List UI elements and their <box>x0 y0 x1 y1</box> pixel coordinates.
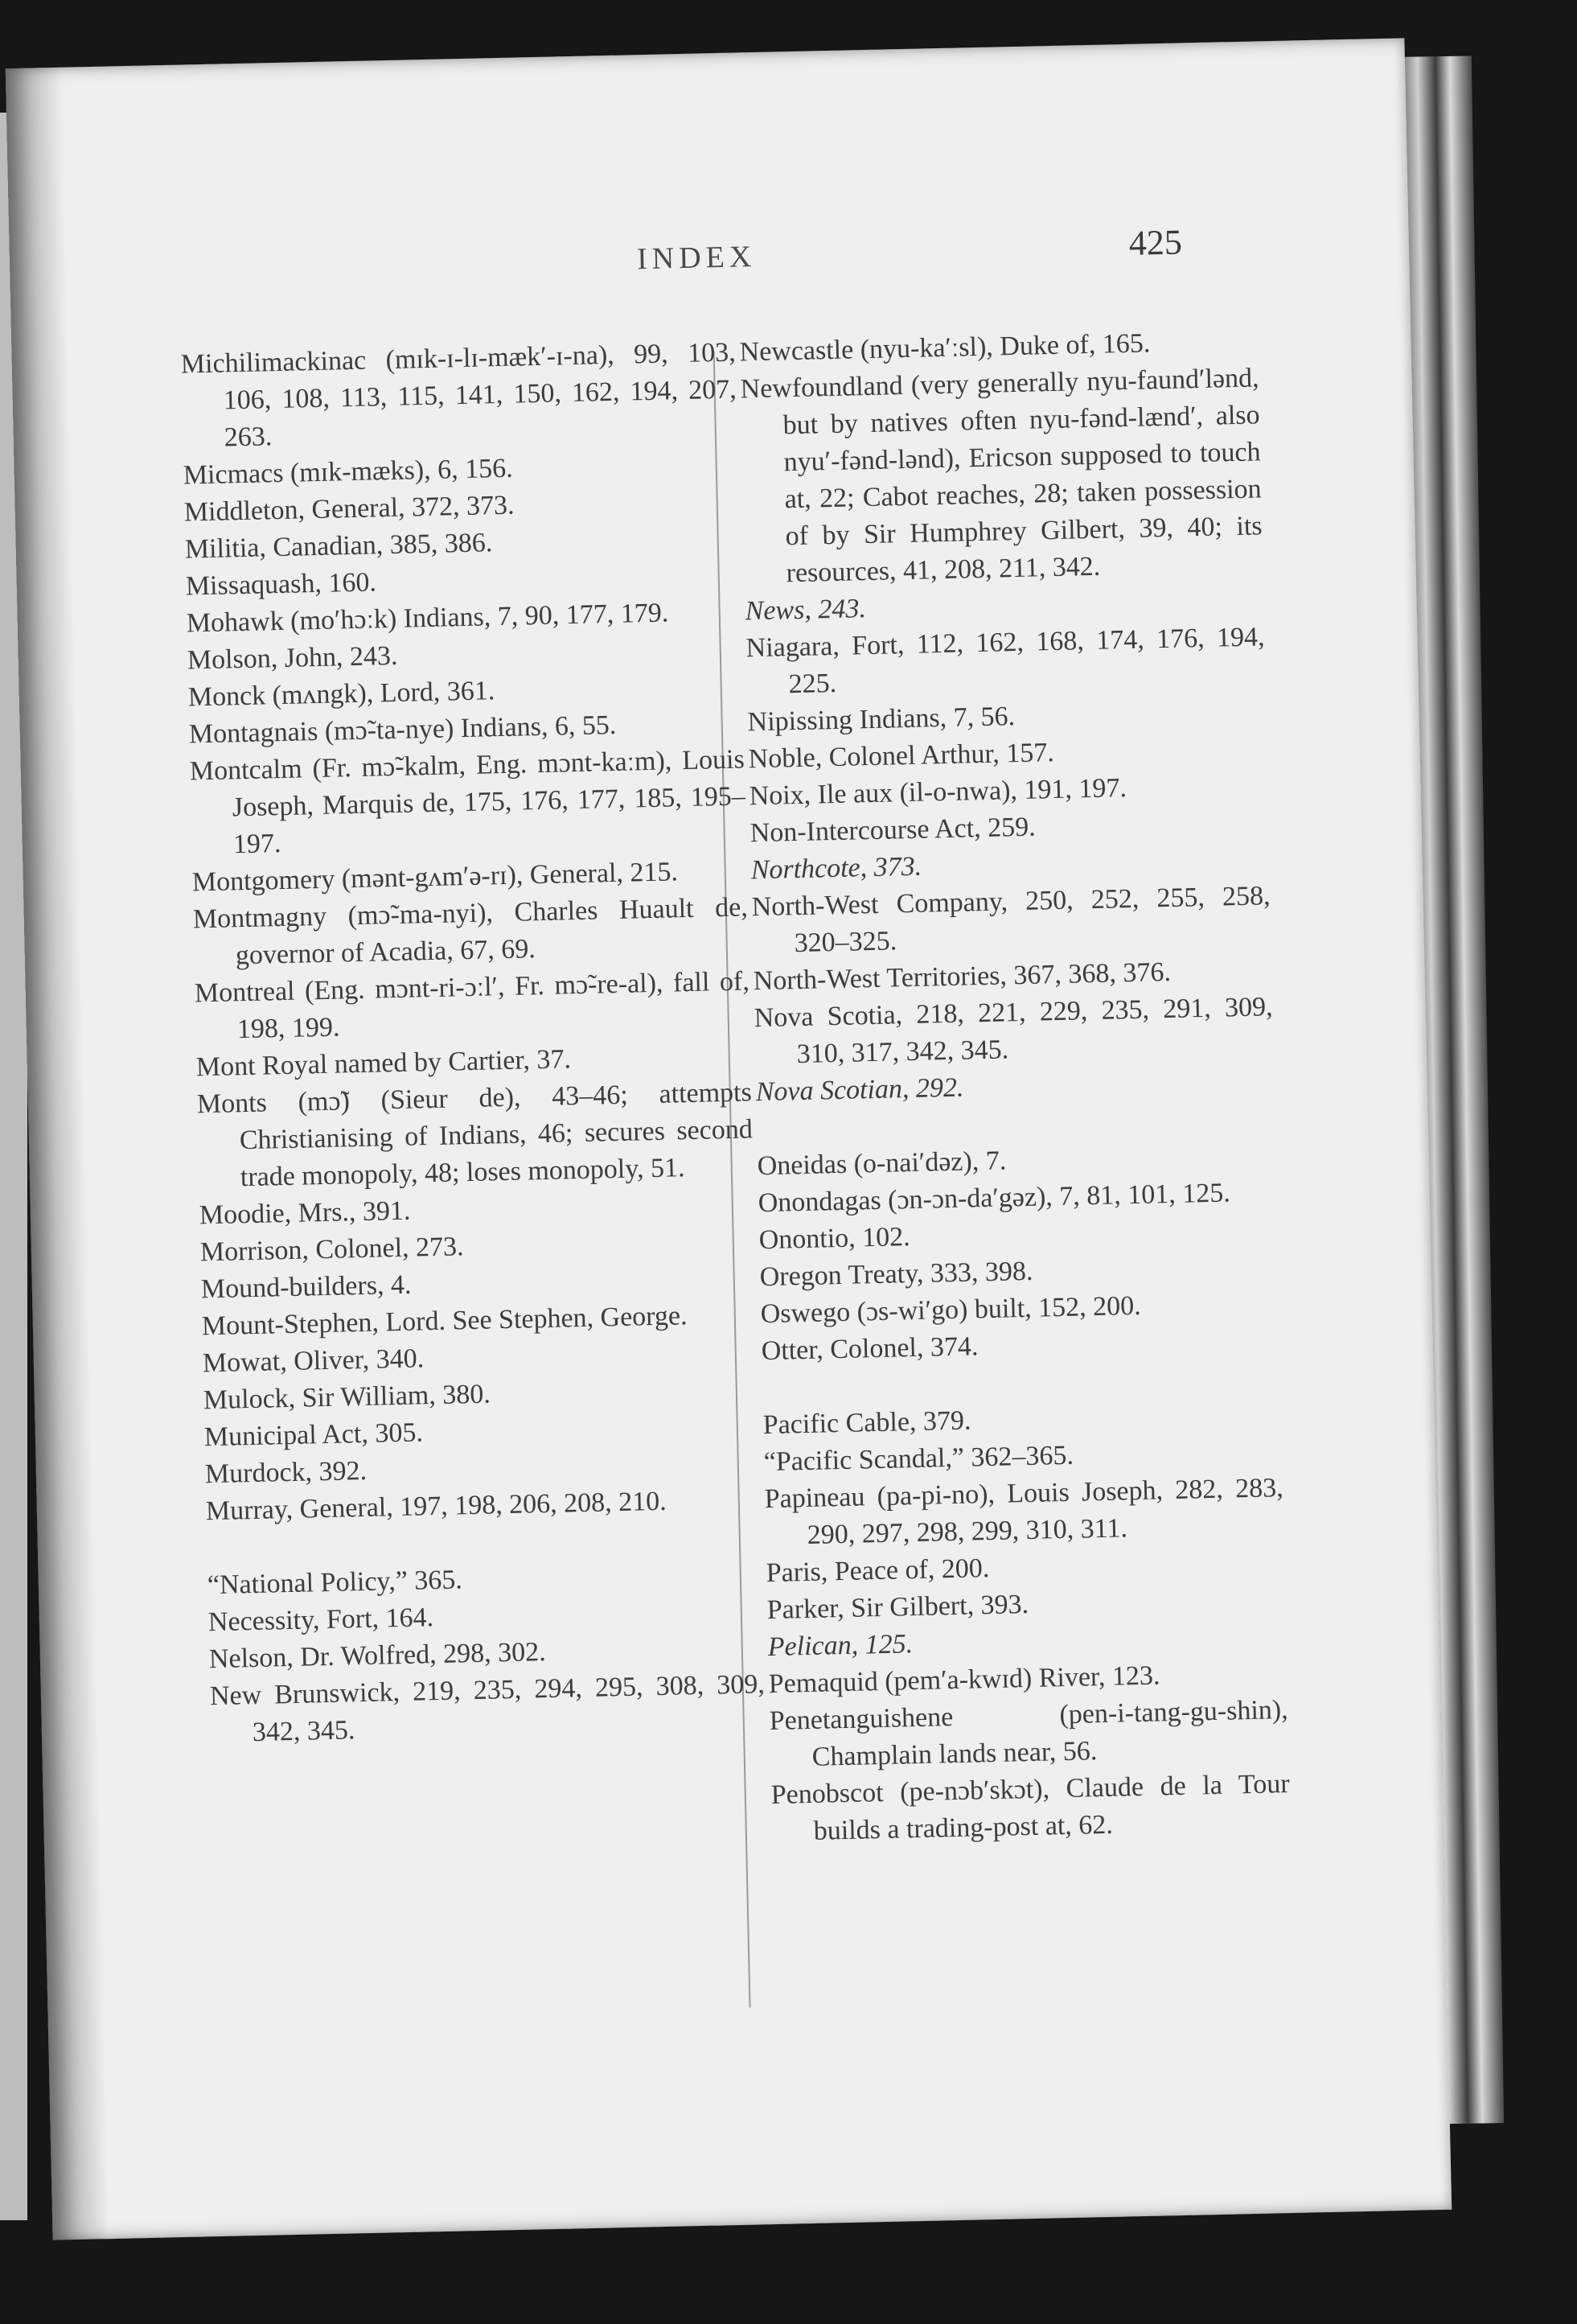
index-entry: Militia, Canadian, 385, 386. <box>184 528 493 565</box>
index-entry: Murray, General, 197, 198, 206, 208, 210. <box>205 1486 667 1527</box>
index-entry: Michilimackinac (mɪk-ɪ-lɪ-mæk′-ɪ-na), 99, 103, 106, 108, 113, 115, 141, 150, 162, 194, 207, 263. <box>180 337 737 453</box>
index-page <box>6 38 1452 2240</box>
index-entry: Monck (mʌngk), Lord, 361. <box>187 676 495 713</box>
index-entry: Parker, Sir Gilbert, 393. <box>766 1590 1029 1626</box>
index-entry: Penetanguishene (pen-i-tang-gu-shin), Champlain lands near, 56. <box>769 1694 1289 1772</box>
index-entry: Otter, Colonel, 374. <box>761 1331 979 1367</box>
index-entry: Montcalm (Fr. mɔ̃-kalm, Eng. mɔnt-kaːm), Louis Joseph, Marquis de, 175, 176, 177, 185, 195–197. <box>189 744 746 860</box>
index-entry: Pelican, 125. <box>767 1629 914 1663</box>
index-entry: Murdock, 392. <box>204 1455 368 1490</box>
index-entry: Niagara, Fort, 112, 162, 168, 174, 176, 194, 225. <box>745 622 1265 700</box>
index-entry: Montgomery (mənt-gʌm′ə-rɪ), General, 215. <box>191 857 679 898</box>
index-entry: “Pacific Scandal,” 362–365. <box>763 1440 1074 1478</box>
index-entry: Oregon Treaty, 333, 398. <box>759 1256 1033 1293</box>
index-entry: Municipal Act, 305. <box>203 1417 424 1453</box>
index-column-left <box>180 335 766 1753</box>
index-entry: New Brunswick, 219, 235, 294, 295, 308, 309, 342, 345. <box>209 1669 766 1748</box>
index-entry: “National Policy,” 365. <box>207 1565 463 1601</box>
index-entry: Mount-Stephen, Lord. See Stephen, George. <box>201 1301 688 1342</box>
index-entry: Penobscot (pe-nɔb′skɔt), Claude de la Tour builds a trading-post at, 62. <box>770 1768 1291 1846</box>
index-entry: Newcastle (nyu-ka′ːsl), Duke of, 165. <box>739 328 1151 368</box>
index-entry: Middleton, General, 372, 373. <box>183 490 515 528</box>
index-entry: Nova Scotian, 292. <box>755 1072 964 1108</box>
index-entry: Nova Scotia, 218, 221, 229, 235, 291, 309, 310, 317, 342, 345. <box>754 992 1273 1070</box>
running-head: INDEX <box>636 239 757 277</box>
index-entry: Morrison, Colonel, 273. <box>199 1232 464 1268</box>
index-entry: Moodie, Mrs., 391. <box>199 1195 411 1231</box>
index-entry: Mont Royal named by Cartier, 37. <box>195 1044 572 1083</box>
index-entry: Onondagas (ɔn-ɔn-da′gəz), 7, 81, 101, 125. <box>758 1178 1231 1219</box>
index-entry: Non-Intercourse Act, 259. <box>749 812 1037 849</box>
index-entry: Noble, Colonel Arthur, 157. <box>748 738 1055 775</box>
index-entry: News, 243. <box>745 594 867 627</box>
index-entry: Missaquash, 160. <box>185 567 377 602</box>
index-column-right <box>739 323 1291 1851</box>
index-entry: Mound-builders, 4. <box>200 1269 412 1305</box>
index-entry: Noix, Ile aux (il-o-nwa), 191, 197. <box>749 773 1127 812</box>
index-entry: Northcote, 373. <box>750 851 922 886</box>
index-entry: Montagnais (mɔ̃-ta-nye) Indians, 6, 55. <box>188 710 617 750</box>
index-entry: North-West Company, 250, 252, 255, 258, 320–325. <box>751 881 1271 959</box>
index-entry: Montreal (Eng. mɔnt-ri-ɔːl′, Fr. mɔ̃-re-al), fall of, 198, 199. <box>194 966 750 1045</box>
page-number: 425 <box>1128 222 1183 263</box>
index-entry: Montmagny (mɔ̃-ma-nyi), Charles Huault de, governor of Acadia, 67, 69. <box>192 892 749 971</box>
index-entry: Pacific Cable, 379. <box>762 1405 971 1441</box>
index-entry: Necessity, Fort, 164. <box>207 1602 434 1638</box>
index-entry: Molson, John, 243. <box>187 640 398 676</box>
index-entry: Newfoundland (very generally nyu-faund′lənd, but by natives often nyu-fənd-lænd′, also nyu′-fənd-lənd), Ericson supposed to touch at, 22; Cabot reaches, 28; taken possession of by Sir Humphrey Gilbert, 39, 40; its resources, 41, 208, 211, 342. <box>740 363 1263 589</box>
index-entry: Mulock, Sir William, 380. <box>203 1379 491 1416</box>
index-entry: Oswego (ɔs-wi′go) built, 152, 200. <box>760 1290 1142 1330</box>
index-entry: Nipissing Indians, 7, 56. <box>747 701 1016 738</box>
index-entry: Paris, Peace of, 200. <box>766 1553 990 1589</box>
index-entry: Mohawk (mo′hɔːk) Indians, 7, 90, 177, 179. <box>186 598 669 639</box>
index-entry: Micmacs (mɪk-mæks), 6, 156. <box>183 453 513 491</box>
index-entry: Pemaquid (pem′a-kwɪd) River, 123. <box>768 1660 1160 1700</box>
index-entry: Monts (mɔ̃) (Sieur de), 43–46; attempts Christianising of Indians, 46; secures second trade monopoly, 48; loses monopoly, 51. <box>196 1077 754 1193</box>
index-entry: North-West Territories, 367, 368, 376. <box>753 956 1172 997</box>
index-entry: Papineau (pa-pi-no), Louis Joseph, 282, 283, 290, 297, 298, 299, 310, 311. <box>764 1473 1284 1550</box>
index-entry: Onontio, 102. <box>758 1222 911 1256</box>
index-entry: Nelson, Dr. Wolfred, 298, 302. <box>208 1637 547 1675</box>
index-entry: Oneidas (o-nai′dəz), 7. <box>757 1146 1007 1182</box>
index-entry: Mowat, Oliver, 340. <box>202 1343 425 1379</box>
